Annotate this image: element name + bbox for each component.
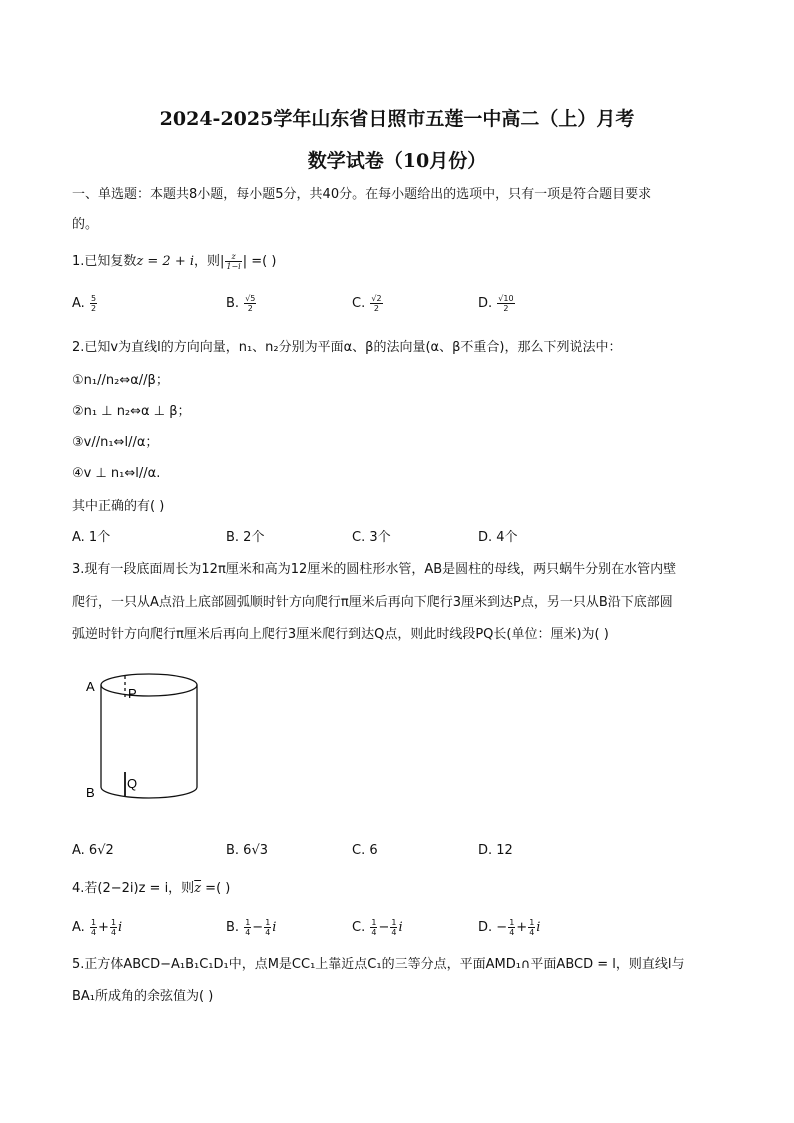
section-instructions-line1: 一、单选题：本题共8小题，每小题5分，共40分。在每小题给出的选项中，只有一项是符合题目要求: [72, 187, 652, 202]
question-4-option-d[interactable]: D. − $\frac{1}{4}$ + $\frac{1}{4}$ i: [478, 918, 541, 937]
label-q: Q: [127, 776, 138, 791]
question-2-stem: 2.已知v为直线l的方向向量，n₁、n₂分别为平面α、β的法向量(α、β不重合)，那么下列说法中：: [72, 340, 622, 355]
question-2-statement-2: ②n₁ ⊥ n₂⇔α ⊥ β；: [72, 404, 191, 419]
question-1-stem: 1.已知复数z = 2 + i，则| $\frac{z}{1-i}$ | =( ): [72, 252, 277, 271]
question-3-line2: 爬行，一只从A点沿上底部圆弧顺时针方向爬行π厘米后再向下爬行3厘米到达P点，另一只从B沿下底部圆: [72, 595, 673, 610]
question-5-line1: 5.正方体ABCD−A₁B₁C₁D₁中，点M是CC₁上靠近点C₁的三等分点，平面AMD₁∩平面ABCD = l，则直线l与: [72, 957, 685, 972]
question-2-option-b[interactable]: B. 2个: [226, 530, 265, 545]
question-1-option-a[interactable]: A. $\frac{5}{2}$: [72, 294, 97, 313]
question-3-line1: 3.现有一段底面周长为12π厘米和高为12厘米的圆柱形水管，AB是圆柱的母线，两只蜗牛分别在水管内壁: [72, 562, 677, 577]
question-4-stem: 4.若(2−2i)z = i，则$\overline{z}$ =( ): [72, 881, 231, 896]
question-2-statement-4: ④v ⊥ n₁⇔l//α.: [72, 466, 161, 481]
page-title: 2024-2025学年山东省日照市五莲一中高二（上）月考: [159, 108, 635, 130]
question-2-question: 其中正确的有( ): [72, 499, 165, 514]
cylinder-top-ellipse: [101, 674, 197, 696]
question-2-option-a[interactable]: A. 1个: [72, 530, 111, 545]
question-3-option-b[interactable]: B. 6√3: [226, 843, 269, 858]
question-2-option-c[interactable]: C. 3个: [352, 530, 391, 545]
question-4-option-b[interactable]: B. $\frac{1}{4}$ − $\frac{1}{4}$ i: [226, 918, 277, 937]
page-subtitle: 数学试卷（10月份）: [307, 150, 487, 172]
question-2-statement-1: ①n₁//n₂⇔α//β；: [72, 373, 169, 388]
question-4-option-a[interactable]: A. $\frac{1}{4}$ + $\frac{1}{4}$ i: [72, 918, 123, 937]
section-instructions-line2: 的。: [72, 217, 99, 232]
question-3-line3: 弧逆时针方向爬行π厘米后再向上爬行3厘米爬行到达Q点，则此时线段PQ长(单位：厘米)为( ): [72, 627, 609, 642]
question-2-statement-3: ③v//n₁⇔l//α；: [72, 435, 159, 450]
label-p: P: [128, 686, 137, 701]
question-1-option-c[interactable]: C. $\frac{√2}{2}$: [352, 294, 382, 313]
question-5-line2: BA₁所成角的余弦值为( ): [72, 989, 214, 1004]
question-2-option-d[interactable]: D. 4个: [478, 530, 518, 545]
cylinder-bottom-arc: [101, 787, 197, 798]
question-4-option-c[interactable]: C. $\frac{1}{4}$ − $\frac{1}{4}$ i: [352, 918, 403, 937]
question-3-option-a[interactable]: A. 6√2: [72, 843, 114, 858]
question-1-option-d[interactable]: D. $\frac{√10}{2}$: [478, 294, 514, 313]
question-1-option-b[interactable]: B. $\frac{√5}{2}$: [226, 294, 256, 313]
cylinder-diagram: [80, 665, 220, 815]
label-a: A: [86, 679, 95, 694]
label-b: B: [86, 785, 95, 800]
question-3-option-c[interactable]: C. 6: [352, 843, 378, 858]
question-3-option-d[interactable]: D. 12: [478, 843, 513, 858]
